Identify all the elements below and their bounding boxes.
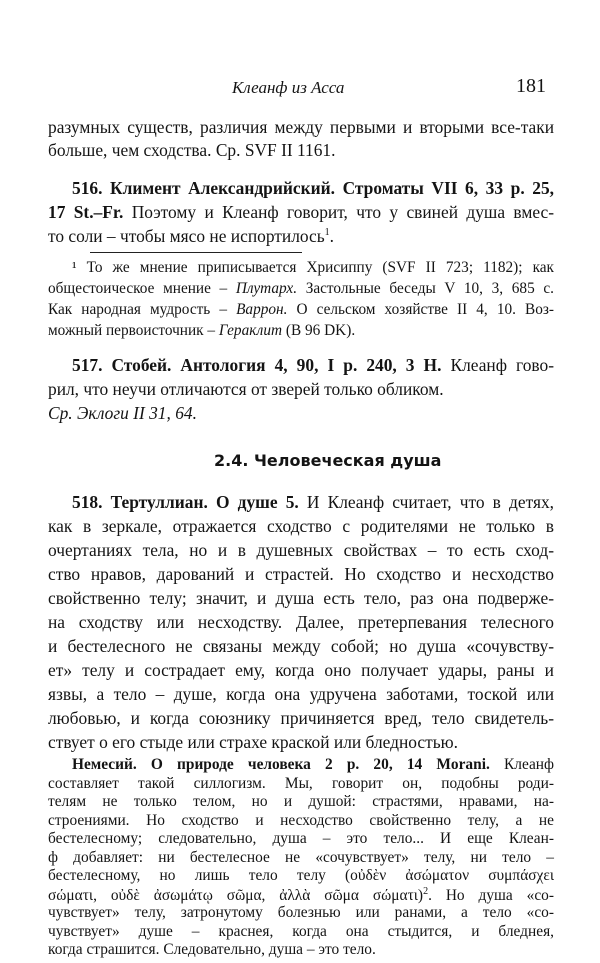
nemesius-line-10: чувствует» душе – краснея, когда она стыдится, и бледнея, bbox=[48, 922, 554, 940]
footnote-separator bbox=[90, 252, 302, 253]
frag517-line-2: рил, что неучи отличаются от зверей только обликом. bbox=[48, 379, 444, 399]
nemesius-line-8: σώματι, οὐδὲ ἀσωμάτῳ σῶμα, ἀλλὰ σῶμα σώματι)$^2$. Но душа «со- bbox=[48, 885, 554, 904]
frag516-line-2: 17 St.–Fr. Поэтому и Клеанф говорит, что у свиней душа вмес- bbox=[48, 202, 554, 222]
nemesius-line-1: Немесий. О природе человека 2 р. 20, 14 Morani. Клеанф bbox=[72, 756, 554, 773]
frag518-line-2: как в зеркале, отражается сходство с родителями не только в bbox=[48, 516, 554, 536]
footnote-line-4: можный первоисточник – Гераклит (В 96 DK). bbox=[48, 322, 356, 339]
frag516-line-3: то соли – чтобы мясо не испортилось$^1$. bbox=[48, 226, 335, 246]
frag518-citation: 518. Тертуллиан. О душе 5. bbox=[72, 492, 299, 512]
footnote-line-3: Как народная мудрость – Варрон. О сельском хозяйстве II 4, 10. Воз- bbox=[48, 301, 554, 318]
continuation-line-2: больше, чем сходства. Ср. SVF II 1161. bbox=[48, 140, 336, 160]
nemesius-line-5: бестелесному; следовательно, душа – это тело... И еще Клеан- bbox=[48, 830, 554, 847]
nemesius-citation: Немесий. О природе человека 2 р. 20, 14 Morani. bbox=[72, 756, 490, 773]
frag517-line-1: 517. Стобей. Антология 4, 90, I р. 240, 3 Н. Клеанф гово- bbox=[72, 355, 555, 375]
frag518-line-11: ствует о его стыде или страхе краской или бледностью. bbox=[48, 732, 458, 752]
frag518-line-9: язвы, а тело – душе, когда она удручена заботами, тоской или bbox=[48, 684, 554, 704]
frag518-line-5: свойственно телу; значит, и душа есть тело, раз она подвержe- bbox=[48, 588, 554, 608]
running-title: Клеанф из Асса bbox=[232, 78, 345, 97]
nemesius-line-2: составляет такой силлогизм. Мы, говорит он, подобны роди- bbox=[48, 774, 554, 792]
nemesius-line-6: ф добавляет: ни бестелесное не «сочувствует» телу, ни тело – bbox=[48, 848, 554, 866]
section-heading: 2.4. Человеческая душа bbox=[214, 451, 442, 470]
frag516-line-1 bbox=[72, 178, 554, 199]
nemesius-line-9: чувствует» телу, затронутому болезнью или ранами, а тело «со- bbox=[48, 904, 554, 921]
frag518-line-6: на сходству или несходству. Далее, претерпевания телесного bbox=[48, 612, 554, 632]
footnote-line-1: ¹ То же мнение приписывается Хрисиппу (SVF II 723; 1182); как bbox=[72, 259, 554, 276]
frag518-line-10: любовью, и когда союзнику причиняется вред, тело свидетель- bbox=[48, 708, 554, 728]
frag518-line-7: и бестелесного не связаны между собой; но душа «сочувству- bbox=[48, 636, 554, 656]
frag517-line-3: Ср. Эклоги II 31, 64. bbox=[48, 403, 197, 423]
footnote-ref-2: 2 bbox=[423, 885, 429, 897]
frag518-line-3: очертаниях тела, но и в душевных свойствах – то есть сход- bbox=[48, 540, 554, 560]
nemesius-line-7: бестелесному, но лишь тело телу (οὐδὲν ἀσώματον συμπάσχει bbox=[48, 867, 554, 884]
frag518-line-4: ство нравов, дарований и страстей. Но сходство и несходство bbox=[48, 564, 554, 584]
frag518-line-1: 518. Тертуллиан. О душе 5. И Клеанф считает, что в детях, bbox=[72, 492, 554, 512]
nemesius-line-11: когда страшится. Следовательно, душа – это тело. bbox=[48, 941, 376, 958]
footnote-line-2: общестоическое мнение – Плутарх. Застольные беседы V 10, 3, 685 с. bbox=[48, 280, 554, 297]
footnote-ref-1: 1 bbox=[324, 227, 330, 239]
page-number: 181 bbox=[516, 75, 546, 97]
frag517-citation: 517. Стобей. Антология 4, 90, I р. 240, 3 Н. bbox=[72, 355, 442, 375]
nemesius-line-3: телям не только телом, но и душой: страстями, нравами, на- bbox=[48, 793, 554, 810]
nemesius-line-4: строениями. Но сходство и несходство свойственно телу, а не bbox=[48, 811, 554, 829]
frag516-citation-end: 17 St.–Fr. bbox=[48, 202, 124, 222]
continuation-line-1: разумных существ, различия между первыми и вторыми все-таки bbox=[48, 117, 554, 137]
frag516-citation: 516. Климент Александрийский. Строматы VII 6, 33 р. 25, bbox=[72, 178, 554, 198]
frag518-line-8: ет» телу и сострадает ему, когда оно получает удары, раны и bbox=[48, 660, 554, 680]
